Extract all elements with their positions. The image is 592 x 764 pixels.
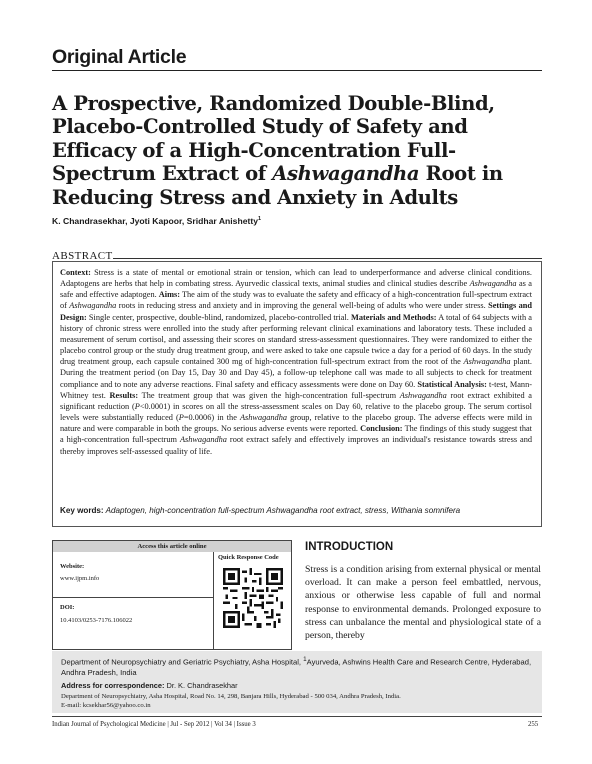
results-label: Results: bbox=[109, 390, 139, 400]
aims-italic: Ashwagandha bbox=[69, 301, 117, 311]
statistical-text: t-test, Mann-Whitney test. bbox=[60, 379, 532, 400]
affiliation-mark: 1 bbox=[303, 656, 307, 663]
context-text-2: as a safe and effective adaptogen. bbox=[60, 279, 532, 300]
materials-italic: Ashwagandha bbox=[463, 357, 511, 367]
results-text-3: <0.0001) in scores on all the stress-assessment scales on Day 60, relative to the placebo group. The serum cortisol levels were substantially reduced ( bbox=[60, 401, 532, 423]
author-list bbox=[52, 216, 261, 226]
context-italic: Ashwagandha bbox=[469, 279, 517, 289]
website-link[interactable]: www.ijpm.info bbox=[60, 575, 100, 582]
section-divider bbox=[52, 70, 542, 71]
keywords-species: Withania somnifera bbox=[390, 506, 461, 515]
correspondence-address: Department of Neuropsychiatry, Asha Hospital, Road No. 14, 298, Banjara Hills, Hyderabad - 500 034, Andhra Pradesh, India. bbox=[61, 693, 401, 700]
settings-text: Single center, prospective, double-blind, randomized, placebo-controlled trial. bbox=[86, 312, 352, 322]
results-text-5: group, relative to the placebo group. The adverse effects were mild in nature and were comparable in both the groups. No serious adverse events were reported. bbox=[60, 413, 532, 434]
correspondence-details bbox=[61, 692, 401, 710]
correspondence-label: Address for correspondence: bbox=[61, 681, 165, 690]
keywords-text: Adaptogen, high-concentration full-spectrum Ashwagandha root extract, stress, bbox=[103, 506, 391, 515]
title-part-2: Root in Reducing Stress and Anxiety in Adults bbox=[52, 162, 503, 209]
settings-label: Settings and Design: bbox=[60, 301, 532, 322]
qr-code-icon[interactable] bbox=[223, 568, 283, 628]
qr-code-label: Quick Response Code bbox=[218, 554, 279, 561]
access-header: Access this article online bbox=[53, 541, 291, 552]
correspondence-email[interactable]: E-mail: kcsekhar56@yahoo.co.in bbox=[61, 702, 151, 710]
affiliation-text bbox=[61, 655, 536, 678]
article-title bbox=[52, 92, 552, 209]
aims-text: The aim of the study was to evaluate the safety and efficacy of a high-concentration full-spectrum extract of bbox=[60, 290, 533, 311]
keywords-label: Key words: bbox=[60, 506, 104, 515]
doi-link[interactable]: 10.4103/0253-7176.106022 bbox=[60, 617, 133, 624]
author-affiliation-mark: 1 bbox=[258, 216, 262, 223]
statistical-label: Statistical Analysis: bbox=[417, 379, 487, 389]
materials-text-2: plant. During the treatment period (on Day 15, Day 30 and Day 45), a follow-up telephone call was made to all subjects to check for treatment compliance and to note any adverse reactions. Final safety and efficacy assessments were done on Day 60. bbox=[60, 357, 532, 389]
results-text: The treatment group that was given the high-concentration full-spectrum bbox=[138, 390, 400, 400]
aims-label: Aims: bbox=[158, 290, 180, 300]
doi-label: DOI: bbox=[60, 604, 75, 611]
results-italic: Ashwagandha bbox=[399, 390, 447, 400]
introduction-heading: INTRODUCTION bbox=[305, 541, 394, 553]
materials-text: A total of 64 subjects with a history of chronic stress were enrolled into the study after performing relevant clinical examinations and laboratory tests. These included a measurement of serum cortisol, and assessing their scores on standard stress-assessment questionnaires. They were randomized to either the placebo control group or the study drug treatment group, and were asked to take one capsule twice a day for a period of 60 days. In the study drug treatment group, each capsule contained 300 mg of high-concentration full-spectrum extract from the root of the bbox=[60, 312, 532, 367]
introduction-text: Stress is a condition arising from external physical or mental overload. It can make a person feel embattled, nervous, anxious or otherwise less capable of full and normal response to environmental demands. Prolonged exposure to stress can unbalance the mental and physiological state of a person, thereby bbox=[305, 564, 541, 642]
author-names: K. Chandrasekhar, Jyoti Kapoor, Sridhar Anishetty bbox=[52, 216, 258, 226]
results-p-value: P bbox=[134, 401, 140, 411]
correspondence-name: Dr. K. Chandrasekhar bbox=[164, 681, 238, 690]
keywords bbox=[60, 506, 460, 515]
title-italic: Ashwagandha bbox=[272, 162, 420, 186]
access-divider-vertical bbox=[213, 552, 214, 649]
conclusion-label: Conclusion: bbox=[360, 424, 403, 434]
conclusion-italic: Ashwagandha bbox=[179, 435, 227, 445]
page-number: 255 bbox=[528, 721, 539, 728]
results-text-4: =0.0006) in the bbox=[183, 413, 240, 423]
website-label: Website: bbox=[60, 563, 85, 570]
abstract-label: ABSTRACT bbox=[52, 250, 113, 262]
title-part-1: A Prospective, Randomized Double-Blind, Placebo-Controlled Study of Safety and Efficacy of a High-Concentration Full-Spectrum Extract of bbox=[52, 92, 495, 186]
journal-info: Indian Journal of Psychological Medicine | Jul - Sep 2012 | Vol 34 | Issue 3 bbox=[52, 721, 256, 728]
correspondence bbox=[61, 681, 238, 690]
affiliation-part-2: Ayurveda, Ashwins Health Care and Research Centre, Hyderabad, Andhra Pradesh, India bbox=[61, 657, 532, 677]
aims-text-2: roots in reducing stress and anxiety and in improving the general well-being of adults who were under stress. bbox=[116, 301, 489, 311]
materials-label: Materials and Methods: bbox=[351, 312, 437, 322]
results-text-2: root extract exhibited a significant reduction ( bbox=[60, 390, 532, 411]
access-divider-horizontal bbox=[53, 597, 213, 598]
conclusion-text-2: root extract safely and effectively improves an individual's resistance towards stress and thereby improves self-assessed quality of life. bbox=[60, 435, 532, 456]
abstract-divider bbox=[113, 258, 542, 259]
conclusion-text: The findings of this study suggest that a high-concentration full-spectrum bbox=[60, 424, 532, 445]
results-p-value-2: P bbox=[178, 413, 184, 423]
results-italic-2: Ashwagandha bbox=[239, 413, 287, 423]
affiliation-part-1: Department of Neuropsychiatry and Geriatric Psychiatry, Asha Hospital, bbox=[61, 657, 304, 667]
context-label: Context: bbox=[60, 268, 91, 277]
abstract-text bbox=[60, 267, 532, 457]
context-text: Stress is a state of mental or emotional strain or tension, which can lead to underperformance and adverse clinical conditions. Adaptogens are herbs that help in combating stress. Ayurvedic classical texts, animal studies and clinical studies describe bbox=[60, 268, 532, 289]
footer-divider bbox=[52, 716, 542, 717]
section-label: Original Article bbox=[52, 46, 187, 68]
